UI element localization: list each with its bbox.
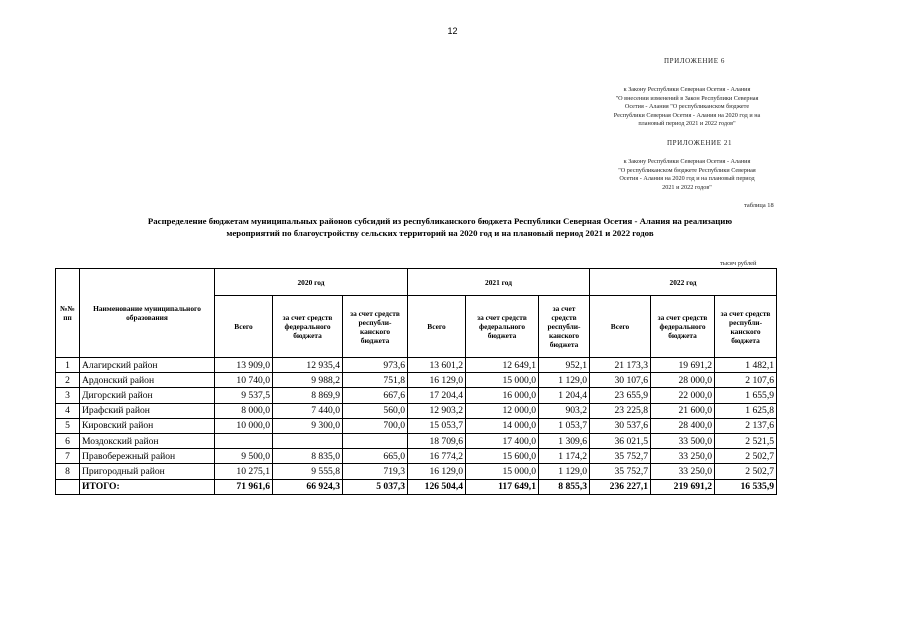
table-cell: 903,2 — [539, 403, 590, 418]
table-row — [56, 418, 777, 433]
table-cell: 236 227,1 — [590, 479, 651, 494]
table-cell: 8 855,3 — [539, 479, 590, 494]
table-cell: 9 537,5 — [215, 388, 273, 403]
table-cell: 17 400,0 — [466, 433, 539, 448]
table-cell: 8 869,9 — [273, 388, 343, 403]
table-cell: 3 — [56, 388, 80, 403]
document-title: Распределение бюджетам муниципальных районов субсидий из республиканского бюджета Республики Северная Осетия - Алания на реализацию мероприятий по благоустройству сельских территорий на 2020 год и на плановый период 2021 и 2022 годов — [147, 216, 733, 238]
header-2020-republic: за счет средств республи-канского бюджета — [343, 296, 408, 358]
table-cell: 5 037,3 — [343, 479, 408, 494]
header-2022-republic: за счет средств республи-канского бюджета — [715, 296, 777, 358]
table-cell: 16 129,0 — [408, 373, 466, 388]
table-cell: 23 225,8 — [590, 403, 651, 418]
header-name: Наименование муниципального образования — [80, 269, 215, 358]
table-row — [56, 403, 777, 418]
table-cell: 8 000,0 — [215, 403, 273, 418]
table-cell: 22 000,0 — [651, 388, 715, 403]
table-cell: 16 774,2 — [408, 449, 466, 464]
table-cell: 8 835,0 — [273, 449, 343, 464]
table-cell: 17 204,4 — [408, 388, 466, 403]
table-cell: 1 053,7 — [539, 418, 590, 433]
table-row — [56, 464, 777, 479]
table-cell: 15 053,7 — [408, 418, 466, 433]
table-cell: 16 129,0 — [408, 464, 466, 479]
table-cell: 7 440,0 — [273, 403, 343, 418]
table-cell — [343, 433, 408, 448]
table-cell: 30 107,6 — [590, 373, 651, 388]
table-cell: 952,1 — [539, 358, 590, 373]
table-cell: 35 752,7 — [590, 464, 651, 479]
table-row — [56, 358, 777, 373]
table-cell — [273, 433, 343, 448]
table-cell: 9 555,8 — [273, 464, 343, 479]
total-row — [56, 479, 777, 494]
table-cell: 10 740,0 — [215, 373, 273, 388]
header-num: №№ пп — [56, 269, 80, 358]
table-row — [56, 433, 777, 448]
table-cell: 719,3 — [343, 464, 408, 479]
table-cell: Пригородный район — [80, 464, 215, 479]
header-2020: 2020 год — [215, 269, 408, 296]
table-cell: 33 500,0 — [651, 433, 715, 448]
table-cell: 15 600,0 — [466, 449, 539, 464]
appendix-21-text: к Закону Республики Северная Осетия - Алания "О республиканском бюджете Республики Северная Осетия - Алания на 2020 год и на плановый период 2021 и 2022 годов" — [618, 158, 756, 191]
table-cell: 28 400,0 — [651, 418, 715, 433]
table-cell: 1 129,0 — [539, 373, 590, 388]
table-cell: 28 000,0 — [651, 373, 715, 388]
table-cell: 15 000,0 — [466, 373, 539, 388]
table-cell: 1 482,1 — [715, 358, 777, 373]
table-number: таблица 18 — [744, 202, 774, 209]
table-cell: 21 173,3 — [590, 358, 651, 373]
appendix-6-text: к Закону Республики Северная Осетия - Алания "О внесении изменений в Закон Республики Северная Осетия - Алания "О республиканском бюджете Республики Северная Осетия - Алания на 2020 год и на плановый период 2021 и 2022 годов" — [613, 86, 761, 128]
appendix-21-title: ПРИЛОЖЕНИЕ 21 — [667, 139, 733, 147]
table-cell: 2 — [56, 373, 80, 388]
table-cell: 30 537,6 — [590, 418, 651, 433]
table-cell: 8 — [56, 464, 80, 479]
table-cell: 2 502,7 — [715, 464, 777, 479]
table-cell: 14 000,0 — [466, 418, 539, 433]
appendix-6-title: ПРИЛОЖЕНИЕ 6 — [664, 57, 726, 65]
table-cell: 15 000,0 — [466, 464, 539, 479]
table-cell: Дигорский район — [80, 388, 215, 403]
table-cell: 973,6 — [343, 358, 408, 373]
table-cell: 219 691,2 — [651, 479, 715, 494]
header-2021-republic: за счет средств республи-канского бюджета — [539, 296, 590, 358]
table-cell: 2 521,5 — [715, 433, 777, 448]
table-cell: 665,0 — [343, 449, 408, 464]
table-cell: Моздокский район — [80, 433, 215, 448]
table-cell: 21 600,0 — [651, 403, 715, 418]
table-cell: 71 961,6 — [215, 479, 273, 494]
table-cell: 35 752,7 — [590, 449, 651, 464]
header-2021-total: Всего — [408, 296, 466, 358]
header-2020-total: Всего — [215, 296, 273, 358]
table-cell: 9 500,0 — [215, 449, 273, 464]
page-number: 12 — [447, 26, 458, 36]
table-cell: 13 601,2 — [408, 358, 466, 373]
table-cell: 1 625,8 — [715, 403, 777, 418]
header-2022-total: Всего — [590, 296, 651, 358]
table-row — [56, 388, 777, 403]
table-cell: 667,6 — [343, 388, 408, 403]
header-2022-federal: за счет средств федерального бюджета — [651, 296, 715, 358]
table-cell: 1 309,6 — [539, 433, 590, 448]
table-cell: 9 300,0 — [273, 418, 343, 433]
table-cell — [56, 479, 80, 494]
table-cell: Кировский район — [80, 418, 215, 433]
header-2021: 2021 год — [408, 269, 590, 296]
table-cell: 700,0 — [343, 418, 408, 433]
table-cell: 1 204,4 — [539, 388, 590, 403]
table-cell: 12 000,0 — [466, 403, 539, 418]
table-cell: 751,8 — [343, 373, 408, 388]
table-cell: 16 000,0 — [466, 388, 539, 403]
table-cell: 18 709,6 — [408, 433, 466, 448]
units-label: тысяч рублей — [720, 260, 757, 267]
table-cell: 16 535,9 — [715, 479, 777, 494]
header-2020-federal: за счет средств федерального бюджета — [273, 296, 343, 358]
table-cell: 1 174,2 — [539, 449, 590, 464]
table-cell: 12 903,2 — [408, 403, 466, 418]
table-cell: 6 — [56, 433, 80, 448]
table-cell: 33 250,0 — [651, 464, 715, 479]
table-cell: 1 655,9 — [715, 388, 777, 403]
table-cell: 13 909,0 — [215, 358, 273, 373]
table-cell: 10 275,1 — [215, 464, 273, 479]
table-cell: 1 129,0 — [539, 464, 590, 479]
table-cell: 560,0 — [343, 403, 408, 418]
table-cell: 36 021,5 — [590, 433, 651, 448]
table-cell: ИТОГО: — [80, 479, 215, 494]
table-cell: 10 000,0 — [215, 418, 273, 433]
header-2022: 2022 год — [590, 269, 777, 296]
table-cell: 23 655,9 — [590, 388, 651, 403]
table-cell: 12 649,1 — [466, 358, 539, 373]
table-row — [56, 373, 777, 388]
table-cell: 2 502,7 — [715, 449, 777, 464]
table-cell: 9 988,2 — [273, 373, 343, 388]
table-row — [56, 449, 777, 464]
table-cell: Алагирский район — [80, 358, 215, 373]
subsidy-table — [55, 268, 777, 495]
table-cell: 12 935,4 — [273, 358, 343, 373]
table-cell: Правобережный район — [80, 449, 215, 464]
table-cell: 5 — [56, 418, 80, 433]
table-cell: Ардонский район — [80, 373, 215, 388]
table-cell: 2 107,6 — [715, 373, 777, 388]
table-cell: 126 504,4 — [408, 479, 466, 494]
table-cell: 117 649,1 — [466, 479, 539, 494]
table-cell: 4 — [56, 403, 80, 418]
table-cell: 1 — [56, 358, 80, 373]
table-cell: 19 691,2 — [651, 358, 715, 373]
table-cell: Ирафский район — [80, 403, 215, 418]
table-cell: 7 — [56, 449, 80, 464]
table-cell: 33 250,0 — [651, 449, 715, 464]
table-cell: 66 924,3 — [273, 479, 343, 494]
table-cell — [215, 433, 273, 448]
header-2021-federal: за счет средств федерального бюджета — [466, 296, 539, 358]
table-cell: 2 137,6 — [715, 418, 777, 433]
